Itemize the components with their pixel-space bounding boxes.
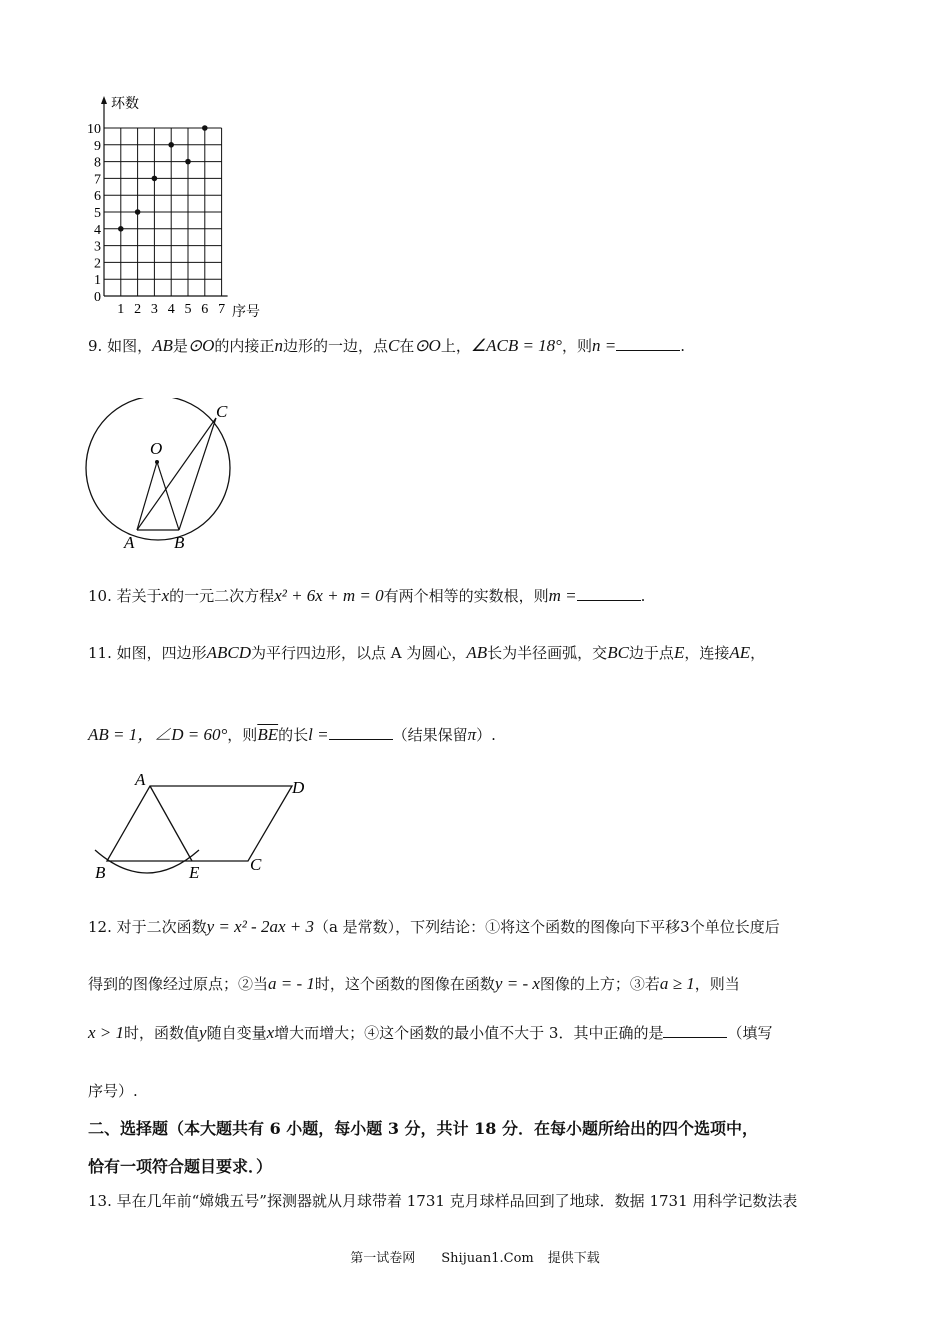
arc-be: $\overline{BE}$ — [257, 725, 279, 744]
y-tick-label: 3 — [94, 239, 101, 255]
segment-bc — [179, 418, 216, 530]
circle-o — [86, 398, 230, 540]
answer-blank — [329, 725, 393, 740]
section-heading-line-1: 二、选择题（本大题共有 6 小题，每小题 3 分，共计 18 分．在每小题所给出的四个选项中， — [88, 1119, 758, 1138]
y-tick-label: 6 — [94, 189, 101, 205]
question-12-line-2: 得到的图像经过原点；②当a = - 1时，这个函数的图像在函数y = - x图像的上方；③若a ≥ 1，则当 — [88, 974, 740, 993]
parallelogram-abcd — [107, 786, 292, 861]
y-tick-label: 2 — [94, 256, 101, 272]
answer-blank — [577, 586, 641, 601]
x-tick-label: 5 — [184, 302, 192, 317]
section-heading-line-2: 恰有一项符合题目要求．） — [88, 1157, 273, 1176]
answer-blank — [616, 336, 680, 351]
answer-blank — [663, 1023, 727, 1038]
footer-site-url: Shijuan1.Com — [441, 1251, 534, 1266]
y-tick-label: 9 — [94, 138, 101, 154]
label-o: O — [150, 439, 163, 458]
segment-oa — [137, 462, 157, 530]
x-tick-label: 7 — [218, 302, 226, 317]
footer-site-name: 第一试卷网 — [350, 1251, 416, 1266]
label-e: E — [189, 863, 200, 882]
label-c: C — [216, 402, 228, 421]
y-tick-label: 7 — [94, 172, 101, 188]
segment-ae — [150, 786, 192, 861]
y-tick-label: 8 — [94, 155, 101, 171]
data-point — [152, 176, 158, 182]
label-a: A — [135, 770, 146, 789]
chart-y-axis-label: 环数 — [111, 97, 139, 112]
chart-grid — [104, 128, 222, 296]
question-12-line-1: 12. 对于二次函数y = x² - 2ax + 3（a 是常数），下列结论：①将这个函数的图像向下平移3个单位长度后 — [88, 917, 780, 936]
question-12-line-4: 序号）. — [88, 1082, 138, 1100]
y-tick-label: 1 — [94, 273, 101, 289]
segment-ac — [137, 418, 216, 530]
question-11-line-2: AB = 1，∠D = 60°，则$\overline{BE}$的长l = （结果保留π）. — [88, 725, 496, 744]
x-tick-label: 6 — [201, 302, 209, 317]
y-axis-arrow — [101, 96, 107, 104]
chart-x-axis-label: 序号 — [232, 305, 260, 320]
y-tick-label: 5 — [94, 206, 101, 221]
data-point — [135, 209, 141, 215]
question-10: 10. 若关于x的一元二次方程x² + 6x + m = 0有两个相等的实数根，则m = . — [88, 586, 646, 605]
question-13: 13. 早在几年前“嫦娥五号”探测器就从月球带着 1731 克月球样品回到了地球．数据 1731 用科学记数法表 — [88, 1192, 798, 1210]
chart-x-ticks — [117, 302, 225, 317]
data-point — [118, 226, 124, 232]
x-tick-label: 2 — [134, 302, 142, 317]
data-point — [185, 159, 191, 165]
question-12-line-3: x > 1时，函数值y随自变量x增大而增大；④这个函数的最小值不大于 3．其中正确的是 （填写 — [88, 1023, 773, 1042]
x-tick-label: 3 — [150, 302, 158, 317]
center-point — [155, 460, 159, 464]
data-point — [202, 125, 208, 131]
label-c: C — [250, 855, 262, 874]
question-11-line-1: 11. 如图，四边形ABCD为平行四边形，以点 A 为圆心，AB长为半径画弧，交BC边于点E，连接AE， — [88, 643, 766, 662]
ring-score-chart — [80, 92, 280, 324]
question-9: 9. 如图，AB是⊙O的内接正n边形的一边，点C在⊙O上，∠ACB = 18°，则n = . — [88, 336, 686, 355]
parallelogram-figure — [85, 768, 325, 888]
x-tick-label: 1 — [117, 302, 125, 317]
x-tick-label: 4 — [167, 302, 175, 317]
label-b: B — [95, 863, 106, 882]
chart-axes — [101, 96, 228, 296]
chart-y-ticks — [87, 122, 101, 305]
y-tick-label: 10 — [87, 122, 101, 137]
y-tick-label: 4 — [94, 222, 101, 238]
label-a: A — [124, 533, 135, 552]
y-tick-label: 0 — [94, 290, 101, 305]
label-b: B — [174, 533, 185, 552]
label-d: D — [292, 778, 305, 797]
data-point — [168, 142, 174, 148]
footer-note: 提供下载 — [547, 1251, 600, 1266]
circle-figure — [80, 398, 250, 558]
page-footer — [0, 1247, 950, 1266]
